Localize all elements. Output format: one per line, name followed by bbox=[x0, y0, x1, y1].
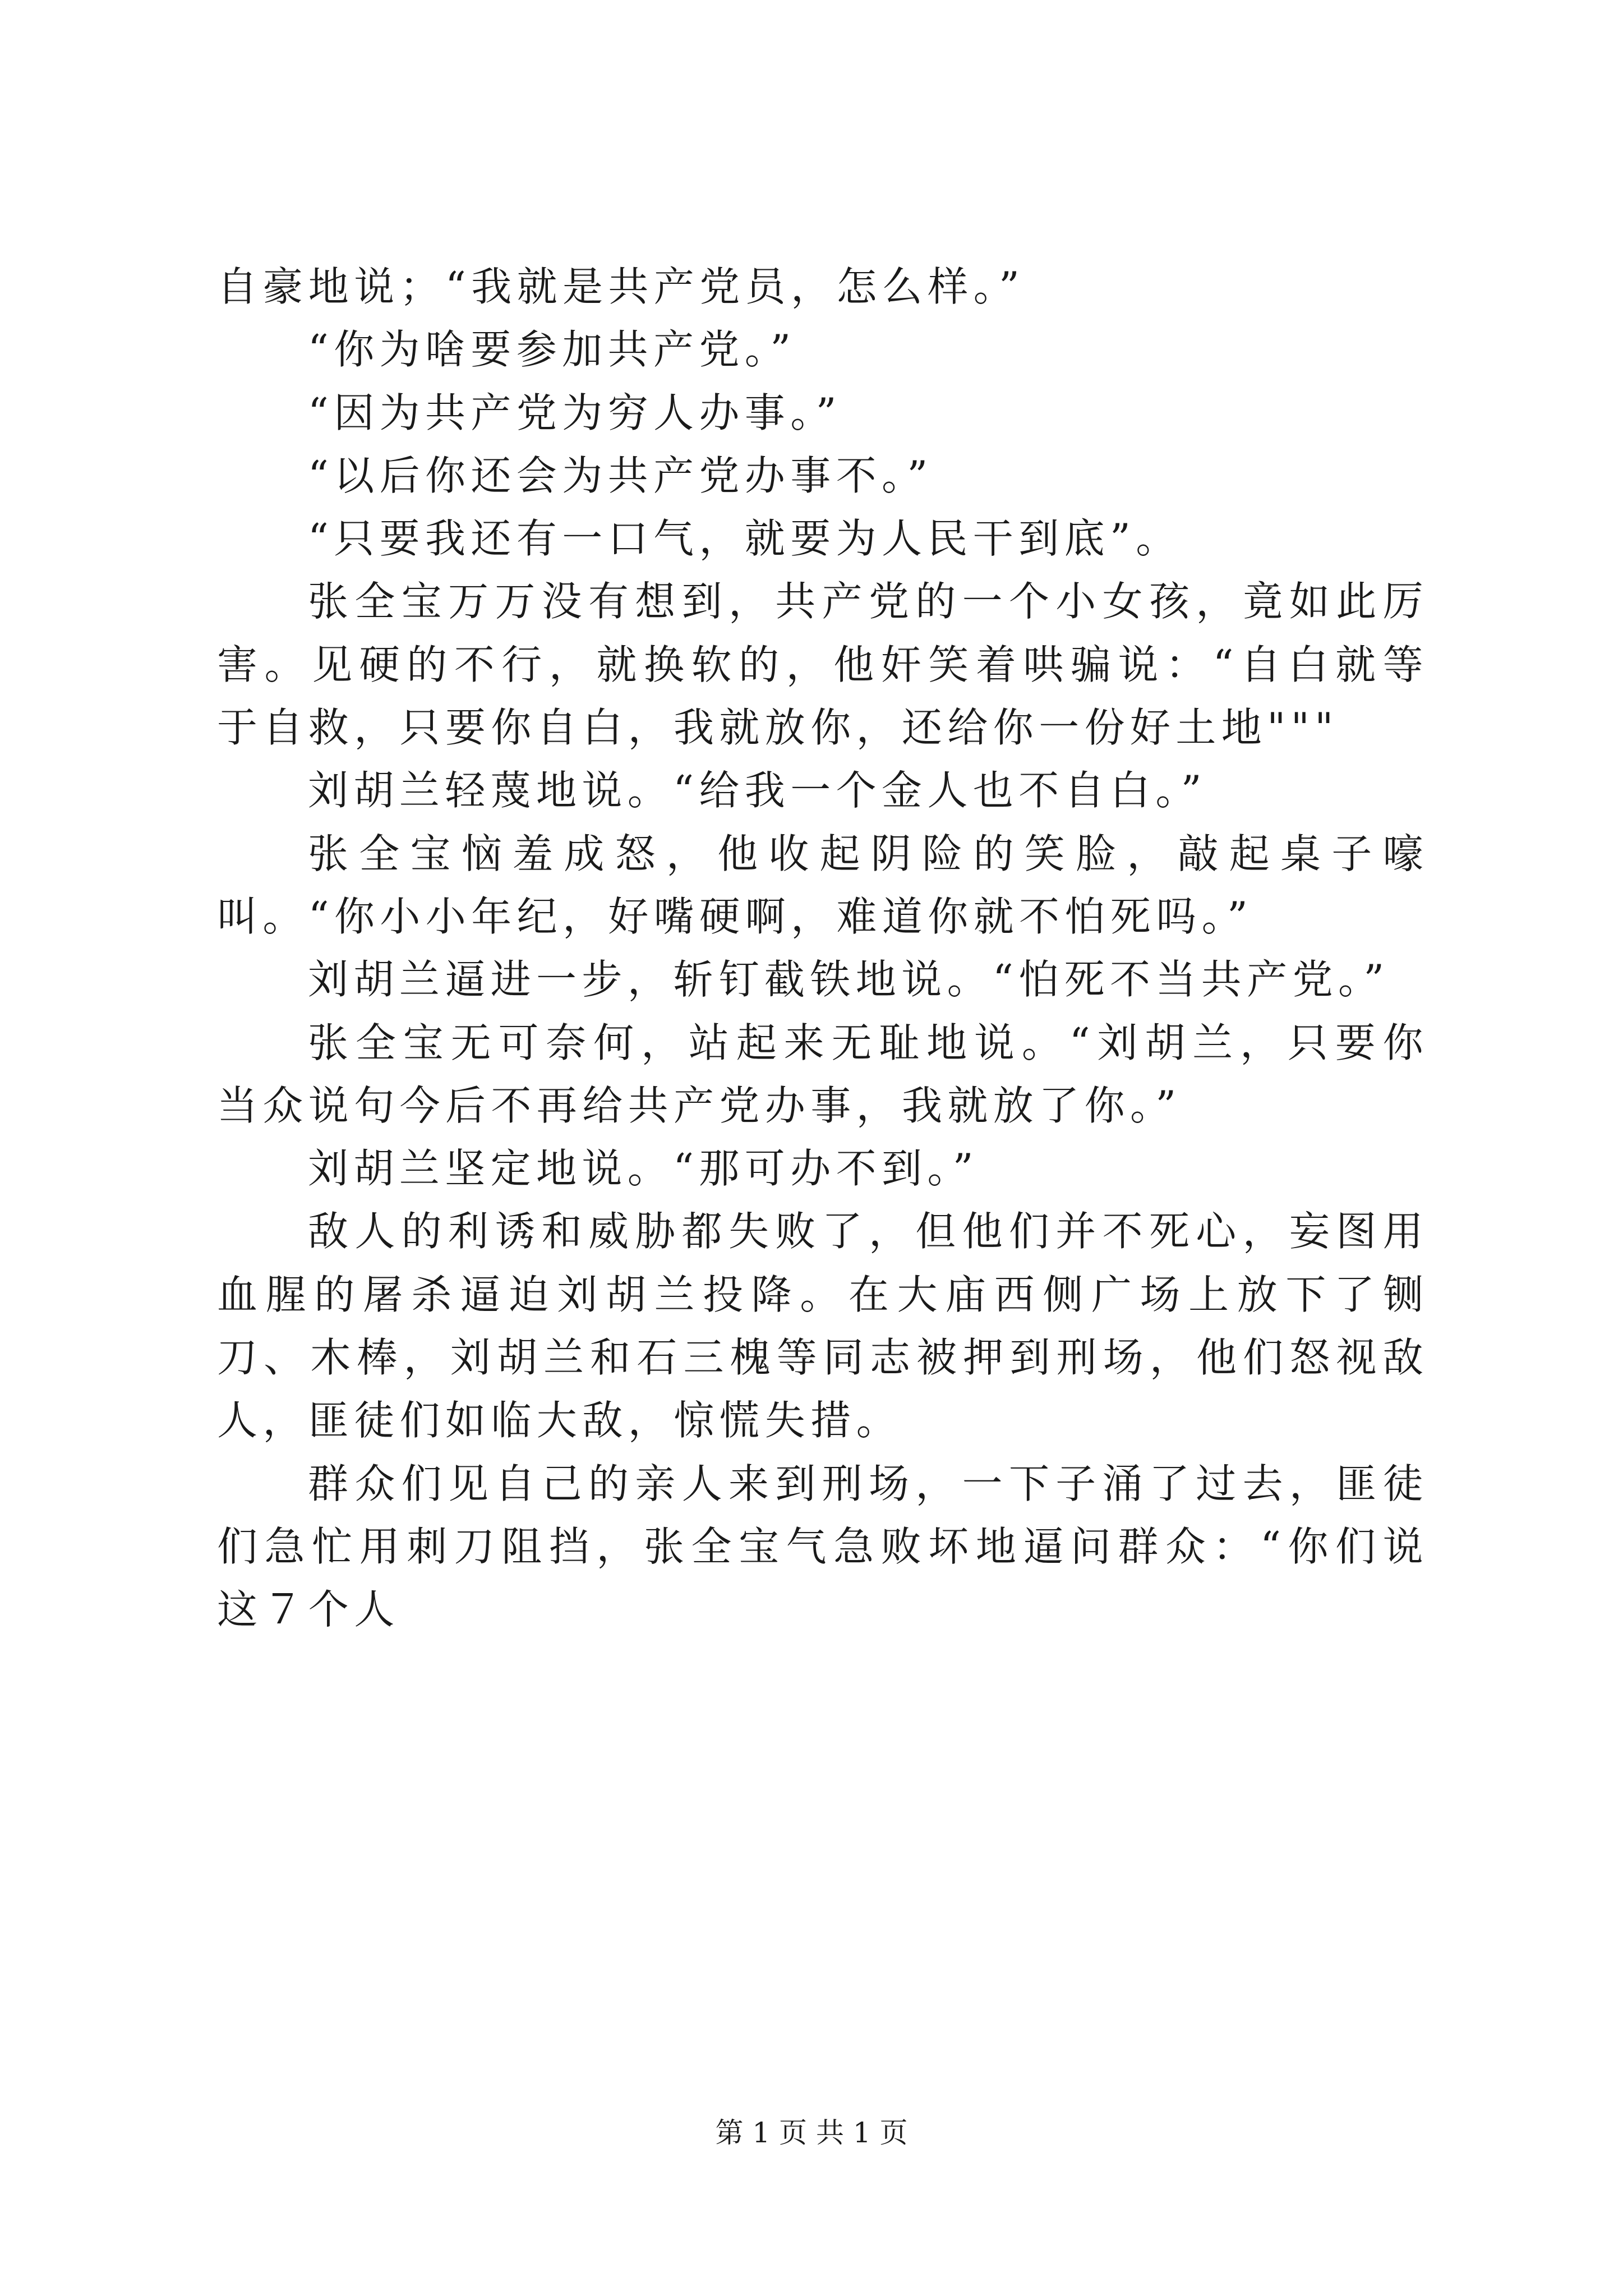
paragraph-liu-refuses-gold: 刘胡兰轻蔑地说。“给我一个金人也不自白。” bbox=[308, 767, 1207, 815]
paragraph-liu-cannot: 刘胡兰坚定地说。“那可办不到。” bbox=[308, 1145, 979, 1193]
paragraph-answer-to-the-end: “只要我还有一口气，就要为人民干到底”。 bbox=[308, 515, 1182, 563]
paragraph-question-future: “以后你还会为共产党办事不。” bbox=[308, 452, 933, 499]
paragraph-zhang-threatens: 张全宝恼羞成怒，他收起阴险的笑脸，敲起桌子嚎叫。“你小小年纪，好嘴硬啊，难道你就不怕死吗。” bbox=[217, 830, 1428, 940]
paragraph-zhang-coaxing: 张全宝万万没有想到，共产党的一个小女孩，竟如此厉害。见硬的不行，就换软的，他奸笑着哄骗说：“自白就等于自救，只要你自白，我就放你，还给你一份好土地""" bbox=[217, 578, 1428, 752]
paragraph-zhang-offer: 张全宝无可奈何，站起来无耻地说。“刘胡兰，只要你当众说句今后不再给共产党办事，我就放了你。” bbox=[217, 1019, 1428, 1129]
paragraph-continued: 自豪地说；“我就是共产党员，怎么样。” bbox=[217, 263, 1025, 310]
page-footer: 第 1 页 共 1 页 bbox=[715, 2116, 908, 2149]
document-body bbox=[217, 255, 1428, 1641]
paragraph-liu-not-afraid: 刘胡兰逼进一步，斩钉截铁地说。“怕死不当共产党。” bbox=[308, 956, 1390, 1004]
paragraph-crowd: 群众们见自己的亲人来到刑场，一下子涌了过去，匪徒们急忙用刺刀阻挡，张全宝气急败坏地逼问群众：“你们说这７个人 bbox=[217, 1460, 1428, 1634]
paragraph-answer-poor-people: “因为共产党为穷人办事。” bbox=[308, 389, 842, 436]
paragraph-execution-ground: 敌人的利诱和威胁都失败了，但他们并不死心，妄图用血腥的屠杀逼迫刘胡兰投降。在大庙西侧广场上放下了铡刀、木棒，刘胡兰和石三槐等同志被押到刑场，他们怒视敌人，匪徒们如临大敌，惊慌失措。 bbox=[217, 1208, 1428, 1444]
paragraph-question-join-party: “你为啥要参加共产党。” bbox=[308, 326, 796, 374]
